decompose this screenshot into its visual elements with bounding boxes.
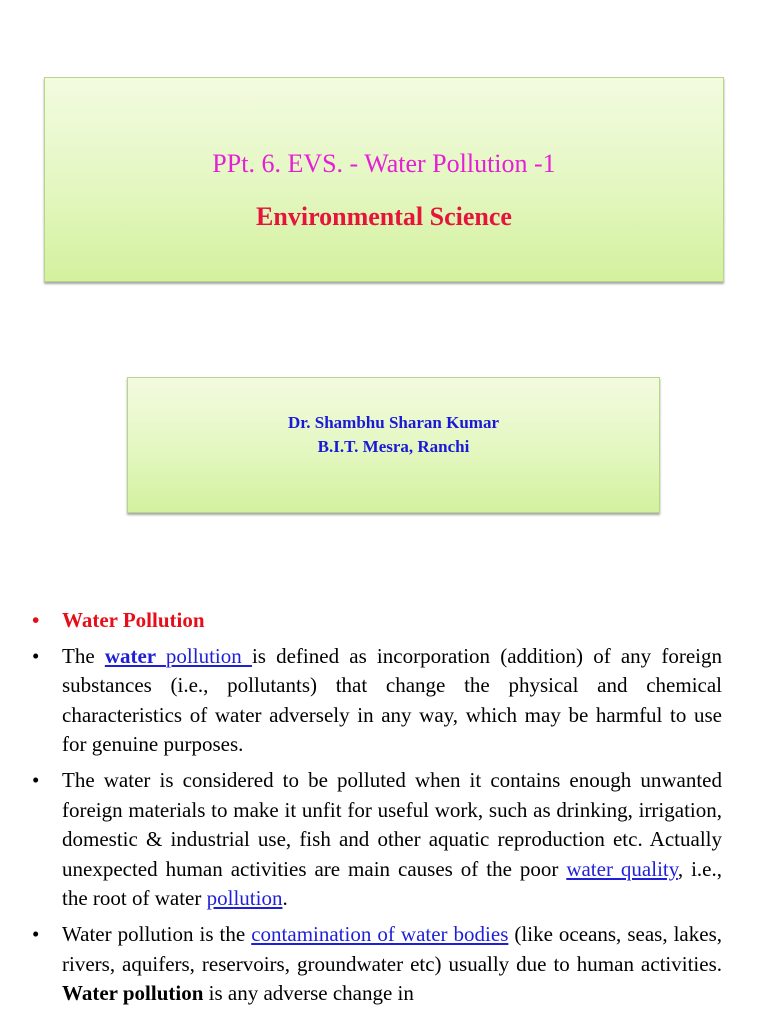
bullet-dot-icon: • (32, 643, 40, 668)
text-segment: . (282, 886, 288, 911)
pollution-link[interactable]: pollution (165, 643, 252, 668)
presentation-subtitle: Environmental Science (256, 202, 512, 231)
paragraph-definition (30, 642, 722, 760)
author-slide (127, 377, 660, 513)
heading-text: Water Pollution (62, 608, 205, 632)
text-segment: Water pollution is the (62, 921, 252, 946)
paragraph-contamination (30, 920, 722, 1009)
text-segment: is any adverse change in (203, 981, 414, 1006)
paragraph-polluted-water (30, 766, 722, 914)
bullet-dot-icon: • (32, 608, 40, 632)
text-segment: (like oceans, seas, lakes, rivers, aquifers, reservoirs, groundwater etc) usually due to human activities. (62, 921, 722, 976)
text-segment: is defined as incorporation (addition) of any foreign substances (i.e., pollutants) that change the physical and chemical characteristics of water adversely in any way, which may be harmful to use for genuine purposes. (62, 643, 722, 757)
water-quality-link[interactable]: water quality (566, 856, 678, 881)
title-slide (44, 77, 724, 282)
text-segment: The (62, 643, 105, 668)
document-body (30, 606, 722, 1015)
contamination-link[interactable]: contamination of water bodies (251, 921, 509, 946)
author-name: Dr. Shambhu Sharan Kumar (288, 413, 499, 432)
text-segment: , i.e., the root of water (62, 856, 722, 911)
water-link[interactable]: water (104, 643, 166, 668)
pollution-link-2[interactable]: pollution (206, 886, 283, 911)
text-segment: The water is considered to be polluted when it contains enough unwanted foreign materials to make it unfit for useful work, such as drinking, irrigation, domestic & industrial use, fish and other aquatic reproduction etc. Actually unexpected human activities are main causes of the poor (62, 767, 722, 881)
author-institution: B.I.T. Mesra, Ranchi (317, 437, 470, 456)
section-heading (30, 606, 722, 636)
bullet-dot-icon: • (32, 921, 40, 946)
presentation-title: PPt. 6. EVS. - Water Pollution -1 (212, 149, 556, 178)
bold-term: Water pollution (62, 981, 204, 1006)
bullet-dot-icon: • (32, 767, 40, 792)
